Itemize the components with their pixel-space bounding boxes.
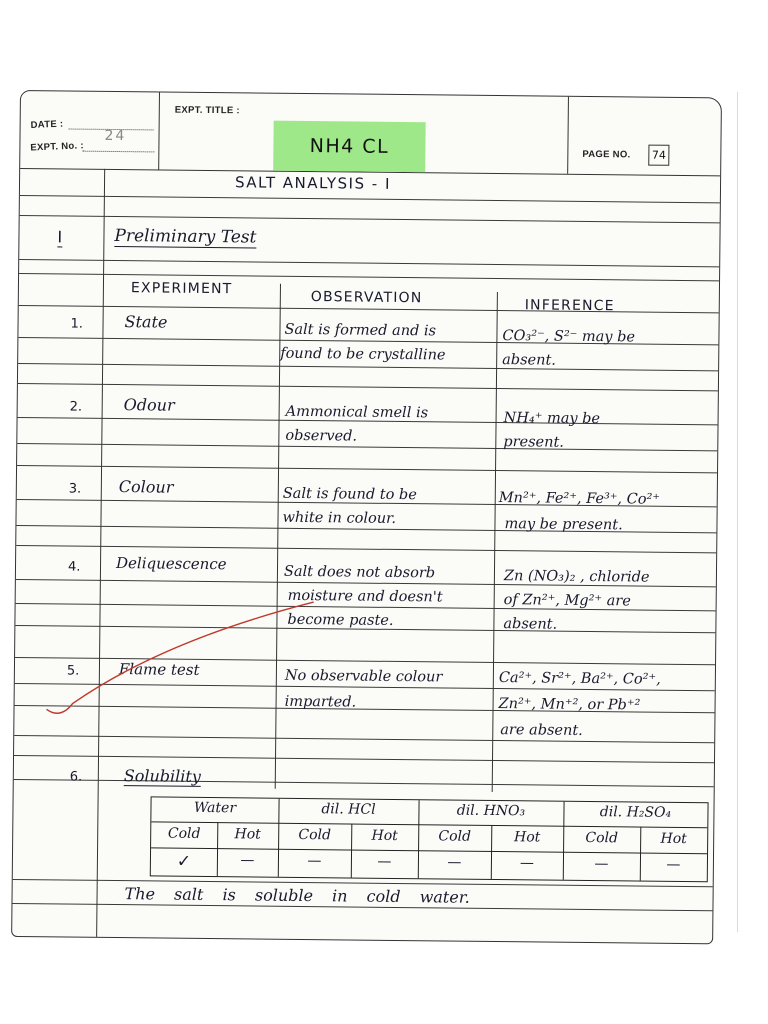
solvent-header: dil. HNO₃ [456, 802, 526, 820]
test-observation-line: imparted. [284, 693, 357, 711]
test-observation-line: moisture and doesn't [287, 587, 443, 606]
test-inference-line: NH₄⁺ may be [503, 410, 601, 428]
result-dash: — [240, 852, 255, 869]
date-label: DATE : [30, 118, 64, 131]
solubility-conclusion: The salt is soluble in cold water. [124, 884, 470, 907]
test-observation-line: become paste. [287, 611, 394, 629]
test-number: 5. [66, 663, 80, 679]
test-number: 1. [70, 316, 84, 332]
expt-no-value: 24 [104, 127, 127, 145]
test-number: 4. [67, 559, 81, 575]
test-observation-line: found to be crystalline [280, 345, 446, 364]
column-header-experiment: EXPERIMENT [130, 280, 233, 298]
test-observation-line: observed. [285, 427, 358, 445]
test-number: 6. [69, 769, 83, 785]
temp-header: Cold [438, 828, 472, 845]
test-inference-line: Ca²⁺, Sr²⁺, Ba²⁺, Co²⁺, [498, 670, 661, 688]
teacher-check-mark [42, 591, 343, 724]
result-dash: — [666, 856, 681, 873]
result-dash: — [519, 855, 535, 872]
test-experiment: Deliquescence [115, 554, 227, 574]
margin-line [96, 169, 105, 937]
page-heading: SALT ANALYSIS - I [234, 173, 392, 193]
expt-title-value: NH4 CL [273, 121, 426, 173]
ruled-line [17, 465, 717, 473]
test-experiment: Colour [118, 477, 174, 497]
test-observation-line: Salt is found to be [282, 485, 417, 504]
solvent-header: dil. HCl [321, 801, 376, 818]
expt-title-label: EXPT. TITLE : [174, 104, 240, 117]
test-observation-line: Salt does not absorb [283, 563, 436, 582]
ruled-line [20, 215, 720, 223]
ruled-line [18, 363, 718, 371]
page-no-label: PAGE NO. [582, 148, 631, 161]
test-inference-line: of Zn²⁺, Mg²⁺ are [503, 592, 631, 610]
solvent-header: Water [193, 799, 237, 817]
page-header [20, 91, 721, 176]
ruled-line [19, 259, 719, 267]
temp-header: Hot [234, 826, 261, 843]
temp-header: Hot [513, 829, 541, 846]
ruled-line [14, 779, 714, 787]
result-dash: — [447, 854, 462, 871]
test-inference-line: may be present. [504, 516, 623, 534]
check-mark: ✓ [176, 851, 192, 872]
test-observation-line: Salt is formed and is [284, 321, 437, 340]
expt-no-label: EXPT. No. : [30, 140, 85, 154]
notebook-page [11, 90, 722, 944]
test-inference-line: Mn²⁺, Fe²⁺, Fe³⁺, Co²⁺ [498, 490, 661, 508]
ruled-line [18, 383, 718, 391]
temp-header: Hot [660, 830, 687, 848]
temp-header: Cold [167, 825, 201, 842]
ruled-line [14, 735, 714, 743]
temp-header: Cold [298, 826, 332, 844]
header-divider [158, 92, 160, 169]
ruled-line [17, 443, 717, 451]
solvent-header: dil. H₂SO₄ [599, 804, 672, 821]
column-header-inference: INFERENCE [524, 297, 615, 315]
test-inference-line: Zn (NO₃)₂ , chloride [503, 568, 650, 586]
ruled-line [19, 273, 719, 281]
page-edge [737, 92, 738, 932]
column-header-observation: OBSERVATION [310, 289, 423, 307]
temp-header: Cold [585, 829, 619, 847]
test-experiment: Flame test [118, 660, 200, 679]
test-experiment: State [124, 312, 168, 332]
test-observation-line: white in colour. [282, 509, 397, 527]
page-no-value: 74 [648, 145, 669, 166]
test-inference-line: absent. [502, 352, 557, 369]
temp-header: Hot [371, 827, 398, 844]
test-experiment: Odour [123, 395, 175, 415]
solubility-table [150, 796, 709, 882]
result-dash: — [377, 853, 392, 870]
test-inference-line: present. [503, 434, 565, 451]
section-title: Preliminary Test [114, 225, 257, 248]
result-dash: — [307, 853, 322, 870]
test-inference-line: are absent. [500, 722, 583, 739]
ruled-line [14, 755, 714, 763]
test-inference-line: absent. [503, 616, 558, 633]
test-observation-line: Ammonical smell is [285, 403, 429, 422]
result-dash: — [594, 856, 609, 873]
section-numeral: I [57, 227, 63, 247]
ruled-line [20, 195, 720, 203]
test-inference-line: CO₃²⁻, S²⁻ may be [502, 328, 636, 346]
ruled-line [16, 545, 716, 553]
test-number: 2. [69, 399, 83, 415]
header-divider [567, 97, 569, 174]
test-observation-line: No observable colour [284, 667, 443, 686]
solubility-title: Solubility [123, 766, 201, 786]
test-inference-line: Zn²⁺, Mn⁺², or Pb⁺² [498, 696, 641, 714]
test-number: 3. [68, 481, 82, 497]
